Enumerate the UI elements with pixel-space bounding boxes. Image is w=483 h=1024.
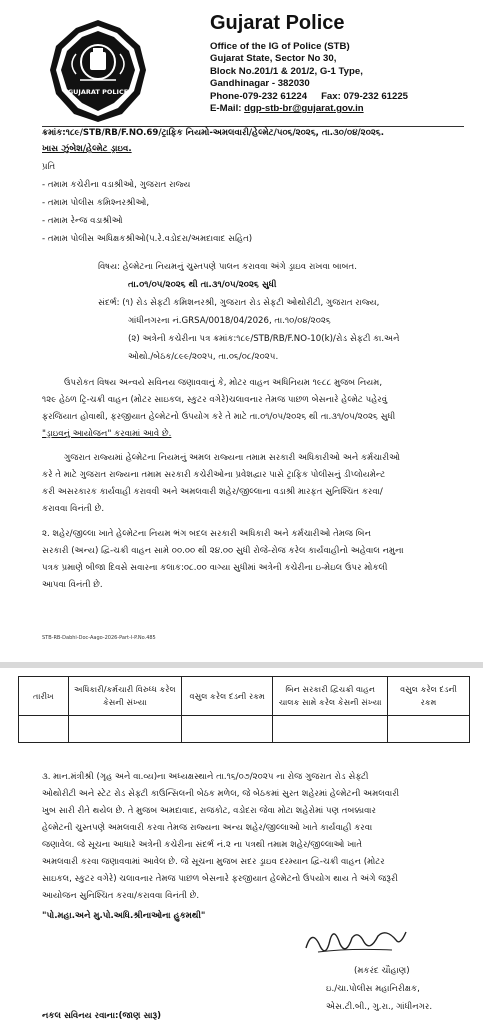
para1-line-3: ફરજિયાત હોવાથી, ફરજીયાત હેલ્મેટનો ઉપયોગ કરે તે માટે તા.૦૧/૦૫/૨૦૨૬ થી તા.૩૧/૦૫/૨૦૨૬ સુધી	[42, 412, 396, 422]
table-row	[19, 716, 470, 743]
email-label: E-Mail:	[210, 103, 242, 115]
para2-line-2: કરે તે માટે ગુજરાત રાજ્યના તમામ સરકારી કચેરીઓના પ્રવેશદ્વાર પાસે ટ્રાફિક પોલીસનું ડીપ્લોયમેન્ટ	[42, 470, 386, 480]
signature	[300, 918, 410, 960]
contact-line	[210, 91, 408, 103]
col-header-private-fine: વસુલ કરેલ દંડની રકમ	[388, 677, 470, 716]
para1-line-4: "ડ્રાઇવનું આયોજન" કરવામાં આવે છે.	[42, 429, 172, 439]
col-header-private-cases: બિન સરકારી દ્વિચક્રી વાહન ચાલક સામે કરેલ કેસની સંખ્યા	[273, 677, 388, 716]
recipient-2: - તમામ પોલીસ કમિશ્નરશ્રીઓ,	[42, 198, 150, 208]
footer-code: STB-RB-Dabhi-Doc-Aago-2026-Part-I-P.No.485	[42, 635, 156, 641]
subject-dates: તા.૦૧/૦૫/૨૦૨૬ થી તા.૩૧/૦૫/૨૦૨૬ સુધી	[128, 280, 277, 290]
reference-2-line-2: ઓથો./બેઠક/૮૯૯/૨૦૨૫, તા.૦૬/૦૮/૨૦૨૫.	[128, 352, 279, 362]
para3-line-4: આપવા વિનંતી છે.	[42, 580, 103, 590]
signatory-title: ઇ./ચા.પોલીસ મહાનિરીક્ષક,	[326, 984, 420, 994]
organization-name: Gujarat Police	[210, 12, 345, 34]
order-line: "પો.મહા.અને મુ.પો.અધિ.શ્રીનાઓના હુકમથી"	[42, 911, 206, 921]
address-line-1: Gujarat State, Sector No 30,	[210, 53, 337, 65]
para4-line-7: સાઇકલ, સ્કુટર વગેરે) ચલાવનાર તેમજ પાછળ બેસનારે ફરજીયાત હેલ્મેટનો ઉપયોગ થાય તે અંગે જરૂરી	[42, 874, 398, 884]
urgency-label: ખાસ ઝુંબેશ/હેલ્મેટ ડ્રાઇવ.	[42, 144, 132, 154]
copy-forwarded-label: નકલ સવિનય રવાના:(જાણ સારૂ)	[42, 1011, 162, 1021]
email-link[interactable]: dgp-stb-br@gujarat.gov.in	[244, 103, 364, 115]
report-table	[18, 676, 470, 743]
signatory-name: (મકરંદ ચૌહાણ)	[354, 966, 410, 976]
address-line-3: Gandhinagar - 382030	[210, 78, 310, 90]
para4-line-2: ઓથોરીટી અને સ્ટેટ રોડ સેફ્ટી કાઉન્સિલની બેઠક મળેલ, જે બેઠકમાં સુરત શહેરમાં હેલ્મેટની અમલવારી	[42, 789, 400, 799]
para3-line-3: પત્રક પ્રમાણે બીજા દિવસે સવારના કલાક:૦૮.૦૦ વાગ્યા સુધીમાં અત્રેની કચેરીના ઇ-મેઇલ ઉપર મોકલી	[42, 563, 388, 573]
gujarat-police-logo	[46, 18, 150, 124]
para4-line-5: જણાવેલ. જે સૂચના આધારે અત્રેની કચેરીના સંદર્ભ નં.૨ ના પત્રથી તમામ શહેર/જીલ્લાઓ ખાતે	[42, 840, 363, 850]
fax-number: Fax: 079-232 61225	[321, 90, 409, 102]
subject-line: વિષય: હેલ્મેટના નિયમનું ચુસ્તપણે પાલન કરાવવા અંગે ડ્રાઇવ રાખવા બાબત.	[98, 262, 357, 272]
email-line	[210, 103, 408, 115]
para3-line-2: સરકારી (અન્ય) દ્વિ-ચક્રી વાહન સામે ૦૦.૦૦ થી ૨૪.૦૦ સુધી રોજે-રોજ કરેલ કાર્યવાહીનો અહેવાલ નમુના	[42, 546, 404, 556]
col-header-date: તારીખ	[19, 677, 69, 716]
recipient-3: - તમામ રેન્જ વડાશ્રીઓ	[42, 216, 123, 226]
table-cell	[19, 716, 69, 743]
para4-line-8: આયોજન સુનિશ્ચિત કરવા/કરાવવા વિનંતી છે.	[42, 891, 200, 901]
header-rule	[42, 126, 464, 127]
table-cell	[273, 716, 388, 743]
prati-label: પ્રતિ	[42, 162, 56, 172]
para1-line-2: ૧૨૯ હેઠળ ટ્રિ-ચક્રી વાહન (મોટર સાઇકલ, સ્કુટર વગેરે)ચલાવનાર તેમજ પાછળ બેસનારે હેલ્મેટ પહેરવું	[42, 395, 388, 405]
para1-line-1: ઉપરોકત વિષય અન્વયે સવિનય જણાવવાનું કે, મોટર વાહન અધિનિયમ ૧૯૮૮ મુજબ નિયમ,	[64, 378, 383, 388]
recipient-1: - તમામ કચેરીના વડાશ્રીઓ, ગુજરાત રાજ્ય	[42, 180, 191, 190]
para2-line-1: ગુજરાત રાજ્યમાં હેલ્મેટના નિયમનું અમલ રાજ્યના તમામ સરકારી અધિકારીઓ અને કર્મચારીઓ	[64, 453, 400, 463]
para2-line-3: કરી અસરકારક કાર્યવાહી કરાવવી અને અમલવારી શહેર/જીલ્લાના વડાશ્રી મારફત સુનિશ્ચિત કરવા/	[42, 487, 383, 497]
signatory-office: એસ.ટી.બી., ગુ.રા., ગાંધીનગર.	[326, 1002, 433, 1012]
para4-line-3: ખુબ સારી રીતે થયેલ છે. તે મુજબ અમદાવાદ, રાજકોટ, વડોદરા જેવા મોટા શહેરોમાં પણ તબક્કાવાર	[42, 806, 376, 816]
col-header-official-fine: વસુલ કરેલ દંડની રકમ	[181, 677, 272, 716]
reference-number: ક્રમાંક:૧૮૯/STB/RB/F.NO.69/ટ્રાફિક નિયમો-અમલવારી/હેલ્મેટ/૫૦૬/૨૦૨૬, તા.૩૦/૦૪/૨૦૨૬.	[42, 128, 385, 138]
table-cell	[388, 716, 470, 743]
table-cell	[181, 716, 272, 743]
office-address	[210, 41, 408, 115]
reference-2-line-1: (૨) અત્રેની કચેરીના પત્ર ક્રમાંક:૧૮૯/STB/RB/F.NO-10(k)/રોડ સેફટી કા.અને	[128, 334, 400, 344]
reference-1-line-2: ગાંધીનગરના નં.GRSA/0018/04/2026, તા.૧૦/૦૪/૨૦૨૬	[128, 316, 331, 326]
recipient-4: - તમામ પોલીસ અધિક્ષકશ્રીઓ(પ.રે.વડોદરા/અમદાવાદ સહિત)	[42, 234, 253, 244]
svg-text:GUJARAT POLICE: GUJARAT POLICE	[67, 88, 129, 96]
para4-line-6: અમલવારી કરવા જણાવવામાં આવેલ છે. જે સૂચના મુજબ સદર ડ્રાઇવ દરમ્યાન દ્વિ-ચક્રી વાહન (મોટર	[42, 857, 385, 867]
para4-line-1: ૩. માન.મંત્રીશ્રી (ગૃહ અને વા.વ્ય)ના અધ્યક્ષસ્થાને તા.૧૬/૦૭/૨૦૨૫ ના રોજ ગુજરાત રોડ સેફ્ટી	[42, 772, 369, 782]
col-header-official-cases: અધિકારી/કર્મચારી વિરુધ્ધ કરેલ કેસની સંખ્યા	[68, 677, 181, 716]
para2-line-4: કરાવવા વિનંતી છે.	[42, 504, 105, 514]
table-cell	[68, 716, 181, 743]
para4-line-4: હેલ્મેટની ચુસ્તપણે અમલવારી કરવા તેમજ રાજ્યના અન્ય શહેર/જીલ્લાઓ ખાતે કાર્યવાહી કરવા	[42, 823, 373, 833]
table-header-row	[19, 677, 470, 716]
office-title: Office of the IG of Police (STB)	[210, 41, 350, 52]
para3-line-1: ૨. શહેર/જીલ્લા ખાતે હેલ્મેટના નિયમ ભંગ બદલ સરકારી અધિકારી અને કર્મચારીઓ તેમજ બિન	[42, 529, 371, 539]
reference-1-line-1: સંદર્ભ: (૧) રોડ સેફટી કમિશનરશ્રી, ગુજરાત રોડ સેફટી ઓથોરીટી, ગુજરાત રાજ્ય,	[98, 298, 380, 308]
address-line-2: Block No.201/1 & 201/2, G-1 Type,	[210, 65, 363, 77]
phone-number: Phone-079-232 61224	[210, 90, 308, 102]
